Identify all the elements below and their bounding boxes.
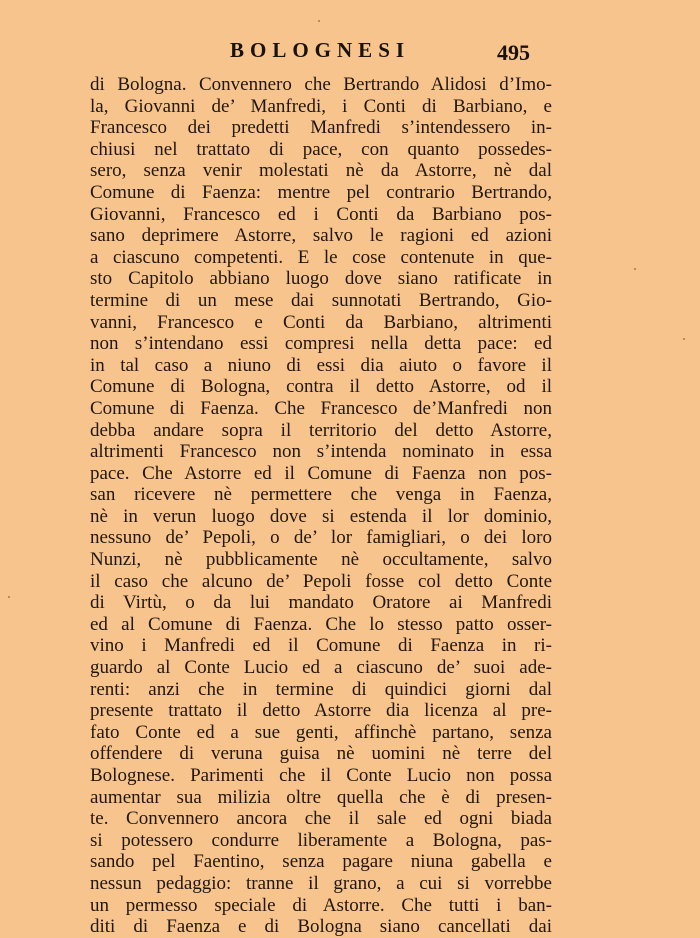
text-line: sto Capitolo abbiano luogo dove siano ratificate in bbox=[90, 268, 552, 290]
text-line: offendere di veruna guisa nè uomini nè terre del bbox=[90, 743, 552, 765]
text-line: di Bologna. Convennero che Bertrando Alidosi d’Imo- bbox=[90, 74, 552, 95]
text-line: te. Convennero ancora che il sale ed ogni biada bbox=[90, 808, 552, 830]
text-line: vino i Manfredi ed il Comune di Faenza in ri- bbox=[90, 635, 552, 657]
running-title: BOLOGNESI bbox=[230, 38, 411, 62]
text-line: Comune di Bologna, contra il detto Astorre, od il bbox=[90, 376, 552, 398]
paper-speck bbox=[634, 268, 636, 270]
text-line: sero, senza venir molestati nè da Astorre, nè dal bbox=[90, 160, 552, 182]
paper-speck bbox=[683, 338, 685, 340]
text-line: si potessero condurre liberamente a Bologna, pas- bbox=[90, 829, 552, 851]
text-line: a ciascuno competenti. E le cose contenute in que- bbox=[90, 246, 552, 268]
text-line: Giovanni, Francesco ed i Conti da Barbiano pos- bbox=[90, 203, 552, 225]
text-line: ed al Comune di Faenza. Che lo stesso patto osser- bbox=[90, 613, 552, 635]
text-line: sando pel Faentino, senza pagare niuna gabella e bbox=[90, 851, 552, 873]
text-line: chiusi nel trattato di pace, con quanto possedes- bbox=[90, 138, 552, 160]
text-line: di Virtù, o da lui mandato Oratore ai Manfredi bbox=[90, 592, 552, 614]
text-line: Bolognese. Parimenti che il Conte Lucio non possa bbox=[90, 765, 552, 786]
text-line: pace. Che Astorre ed il Comune di Faenza non pos- bbox=[90, 462, 552, 484]
text-line: nè in verun luogo dove si estenda il lor dominio, bbox=[90, 505, 552, 527]
text-line: guardo al Conte Lucio ed a ciascuno de’ suoi ade- bbox=[90, 657, 552, 679]
text-line: non s’intendano essi compresi nella detta pace: ed bbox=[90, 333, 552, 355]
text-line: Comune di Faenza: mentre pel contrario Bertrando, bbox=[90, 181, 552, 203]
text-line: Francesco dei predetti Manfredi s’intendessero in- bbox=[90, 117, 552, 139]
body-text bbox=[90, 74, 552, 938]
text-line: la, Giovanni de’ Manfredi, i Conti di Barbiano, e bbox=[90, 95, 552, 117]
text-line: Nunzi, nè pubblicamente nè occultamente, salvo bbox=[90, 549, 552, 571]
text-line: altrimenti Francesco non s’intenda nominato in essa bbox=[90, 441, 552, 463]
text-line: nessun pedaggio: tranne il grano, a cui si vorrebbe bbox=[90, 872, 552, 894]
paper-speck bbox=[8, 596, 10, 598]
text-line: presente trattato il detto Astorre dia licenza al pre- bbox=[90, 700, 552, 722]
text-line: vanni, Francesco e Conti da Barbiano, altrimenti bbox=[90, 311, 552, 333]
page-number: 495 bbox=[497, 40, 530, 65]
text-line: il caso che alcuno de’ Pepoli fosse col detto Conte bbox=[90, 570, 552, 592]
text-line: aumentar sua milizia oltre quella che è di presen- bbox=[90, 786, 552, 808]
text-line: sano deprimere Astorre, salvo le ragioni ed azioni bbox=[90, 225, 552, 247]
text-line: san ricevere nè permettere che venga in Faenza, bbox=[90, 484, 552, 506]
paper-speck bbox=[318, 20, 320, 22]
text-line: un permesso speciale di Astorre. Che tutti i ban- bbox=[90, 894, 552, 916]
text-line: renti: anzi che in termine di quindici giorni dal bbox=[90, 678, 552, 700]
text-line: termine di un mese dai sunnotati Bertrando, Gio- bbox=[90, 289, 552, 311]
text-line: fato Conte ed a sue genti, affinchè partano, senza bbox=[90, 721, 552, 743]
text-line: nessuno de’ Pepoli, o de’ lor famigliari, o dei loro bbox=[90, 527, 552, 549]
text-line: diti di Faenza e di Bologna siano cancellati dai bbox=[90, 916, 552, 938]
text-line: Comune di Faenza. Che Francesco de’Manfredi non bbox=[90, 397, 552, 419]
text-line: in tal caso a niuno di essi dia aiuto o favore il bbox=[90, 354, 552, 376]
text-line: debba andare sopra il territorio del detto Astorre, bbox=[90, 419, 552, 441]
